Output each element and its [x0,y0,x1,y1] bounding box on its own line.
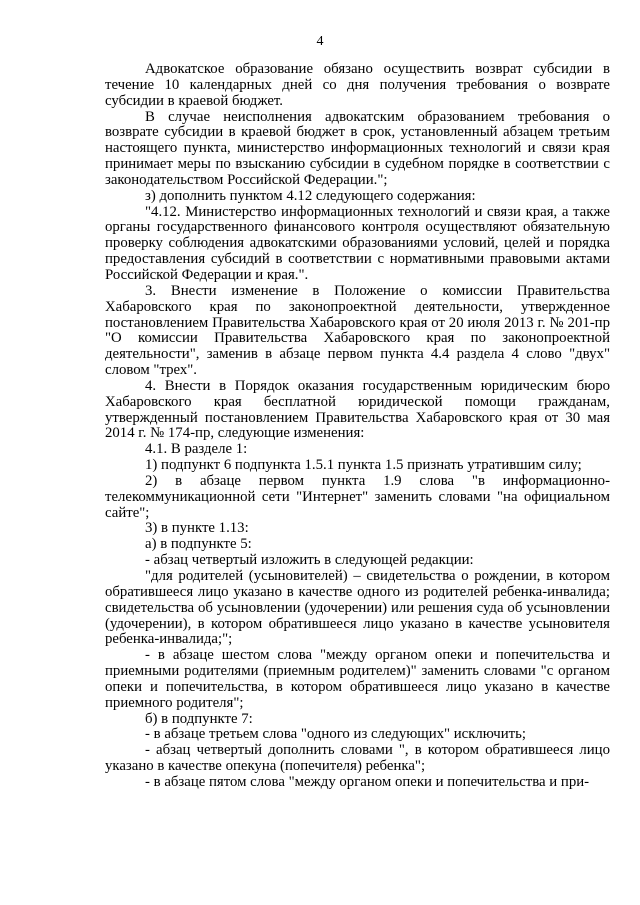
page-number: 4 [316,34,324,49]
paragraph: - абзац четвертый дополнить словами ", в котором обратившееся лицо указано в качестве опекуна (попечителя) ребенка"; [105,742,610,775]
paragraph: 3) в пункте 1.13: [145,520,249,537]
paragraph: - в абзаце пятом слова "между органом опеки и попечительства и при- [145,773,590,790]
paragraph: - в абзаце третьем слова "одного из следующих" исключить; [145,726,526,743]
paragraph: б) в подпункте 7: [145,710,253,727]
paragraph: В случае неисполнения адвокатским образованием требования о возврате субсидии в краевой бюджет в срок, установленный абзацем третьим настоящего пункта, министерство информационных технологий и связи края принимает меры по взысканию субсидии в судебном порядке в соответствии с законодательством Российской Федерации."; [105,108,610,188]
paragraph: Адвокатское образование обязано осуществить возврат субсидии в течение 10 календарных дней со дня получения требования о возврате субсидии в краевой бюджет. [105,61,610,109]
paragraph: 2) в абзаце первом пункта 1.9 слова "в информационно-телекоммуникационной сети "Интернет" заменить словами "на официальном сайте"; [105,472,610,521]
paragraph: "для родителей (усыновителей) – свидетельства о рождении, в котором обратившееся лицо указано в качестве одного из родителей ребенка-инвалида; свидетельства об усыновлении (удочерении) или решения суда об усыновлении (удочерении), в котором обратившееся лицо указано в качестве усыновителя ребенка-инвалида;"; [105,568,610,648]
paragraph: 3. Внести изменение в Положение о комиссии Правительства Хабаровского края по законопроектной деятельности, утвержденное постановлением Правительства Хабаровского края от 20 июля 2013 г. № 201-пр "О комиссии Правительства Хабаровского края по законопроектной деятельности", заменив в абзаце первом пункта 4.4 раздела 4 слово "двух" словом "трех". [105,282,610,379]
paragraph: "4.12. Министерство информационных технологий и связи края, а также органы государственного финансового контроля осуществляют обязательную проверку соблюдения адвокатскими образованиями условий, целей и порядка предоставления субсидий в соответствии с нормативными правовыми актами Российской Федерации и края.". [105,203,610,283]
paragraph: а) в подпункте 5: [145,536,252,553]
paragraph: 4. Внести в Порядок оказания государственным юридическим бюро Хабаровского края бесплатной юридической помощи гражданам, утвержденный постановлением Правительства Хабаровского края от 30 мая 2014 г. № 174-пр, следующие изменения: [105,377,610,442]
paragraph: 1) подпункт 6 подпункта 1.5.1 пункта 1.5 признать утратившим силу; [145,457,582,474]
paragraph: з) дополнить пунктом 4.12 следующего содержания: [145,187,476,204]
paragraph: 4.1. В разделе 1: [145,441,248,458]
paragraph: - абзац четвертый изложить в следующей редакции: [145,552,474,569]
paragraph: - в абзаце шестом слова "между органом опеки и попечительства и приемными родителями (приемным родителем)" заменить словами "с органом опеки и попечительства, в котором обратившееся лицо указано в качестве приемного родителя"; [105,647,610,711]
document-body [105,62,610,791]
